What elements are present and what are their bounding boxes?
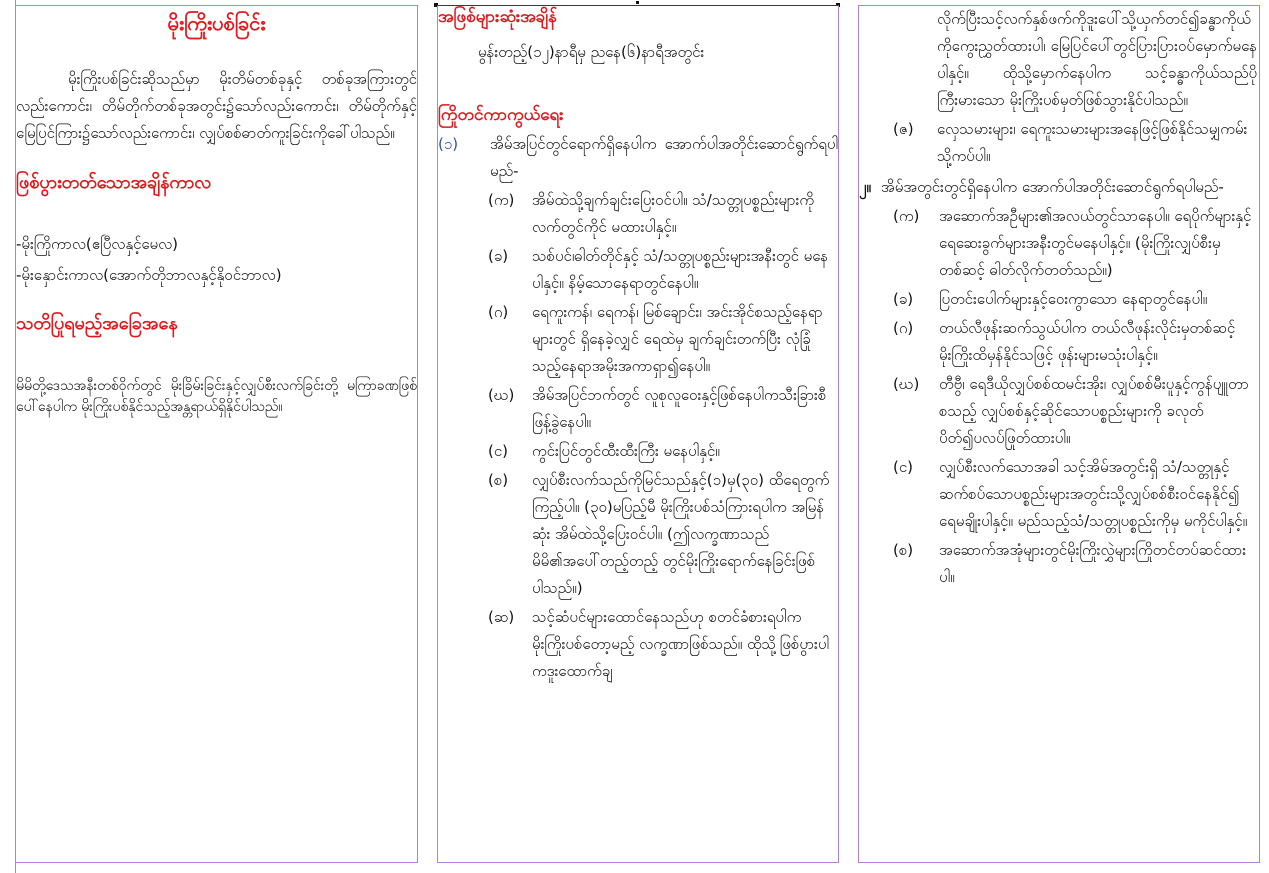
period-item-1: -မိုးကြိုကာလ(ဧပြီလနှင့်မေလ) [16,235,179,253]
text-frame-column-3[interactable] [858,5,1260,863]
item-marker: (ဂ) [488,303,509,321]
item-text: အိမ်ထဲသို့ချက်ချင်းပြေးဝင်ပါ။ သံ/သတ္တုပစ္စည်းများကို လက်တွင်ကိုင် မထားပါနှင့်။ [532,191,815,236]
item-text: လှေသမားများ၊ ရေကူးသမားများအနေဖြင့်ဖြစ်နိုင်သမျှကမ်းသို့ကပ်ပါ။ [937,120,1248,165]
item-marker: (င) [893,458,914,476]
list-item [488,187,832,241]
continued-paragraph: လိုက်ပြီးသင့်လက်နှစ်ဖက်ကိုဒူးပေါ်သို့ယှက်တင်၍ခန္ဓာကိုယ်ကိုကွေးညွှတ်ထားပါ၊ မြေပြင်ပေါ်တွင်ပြားပြားဝပ်မှောက်မနေပါနှင့်။ ထိုသို့မှောက်နေပါက သင့်ခန္ဓာကိုယ်သည်ပိုကြီးမားသော မိုးကြိုးပစ်မှတ်ဖြစ်သွားနိုင်ပါသည်။ [937,10,1257,109]
item-text: လျှပ်စီးလက်သည်ကိုမြင်သည်နှင့်(၁)မှ(၃၀) ထိရေတွက်ကြည့်ပါ။ (၃၀)မပြည့်မီ မိုးကြိုးပစ်သံကြားရပါက အမြန်ဆုံး အိမ်ထဲသို့ပြေးဝင်ပါ။ (ဤလက္ခဏာသည် မိမိ၏အပေါ်တည့်တည့် တွင်မိုးကြိုးရောက်နေခြင်းဖြစ်ပါသည်။) [532,471,830,597]
item-text: အိမ်အတွင်းတွင်ရှိနေပါက အောက်ပါအတိုင်းဆောင်ရွက်ရပါမည်- [881,178,1224,196]
list-item [488,438,832,465]
item-marker: (ခ) [488,247,509,265]
item-text: သစ်ပင်၊ဓါတ်တိုင်နှင့် သံ/သတ္တုပစ္စည်းများအနီးတွင် မနေပါနှင့်။ နိမ့်သောနေရာတွင်နေပါ။ [532,247,829,292]
item-text: ကွင်းပြင်တွင်ထီးထီးကြီး မနေပါနှင့်။ [532,442,720,460]
item-marker: ၂။ [859,178,871,196]
sub-list [438,187,838,685]
list-item [893,203,1257,284]
item-marker: (၁) [438,135,459,153]
item-text: ရေကူးကန်၊ ရေကန်၊ မြစ်ချောင်း၊ အင်းအိုင်စသည့်နေရာများတွင် ရှိနေခဲ့လျှင် ရေထဲမှ ချက်ချင်းတက်ပြီး လုံခြုံသည့်နေရာအမိုးအကာရှာ၍နေပါ။ [532,303,823,375]
item-marker: (ခ) [893,290,914,308]
list-item [893,537,1257,591]
peak-time-heading: အဖြစ်များဆုံးအချိန် [438,7,557,27]
item-marker: (ဆ) [488,608,515,626]
period-heading: ဖြစ်ပွားတတ်သောအချိန်ကာလ [16,172,212,193]
selection-handle[interactable] [636,1,639,4]
item-marker: (ဂ) [893,319,914,337]
item-marker: (ဇ) [893,120,914,138]
item-marker: (င) [488,442,509,460]
item-marker: (က) [893,207,920,225]
item-text: တီဗွီ၊ ရေဒီယိုလျှပ်စစ်ထမင်းအိုး၊ လျှပ်စစ်မီးပူနှင့်ကွန်ပျူတာစသည့် လျှပ်စစ်နှင့်ဆိုင်သောပစ္စည်းများကို ခလုတ်ပိတ်၍ပလပ်ဖြုတ်ထားပါ။ [939,375,1249,447]
peak-time-text: မွန်းတည့်(၁၂)နာရီမှ ညနေ(၆)နာရီအတွင်း [478,43,705,61]
list-item [488,382,832,436]
text-frame-column-1[interactable] [15,5,418,863]
period-item-2: -မိုးနှောင်းကာလ(အောက်တိုဘာလနှင့်နိုဝင်ဘာလ) [16,266,282,284]
list-item [893,454,1257,535]
item-marker: (က) [488,191,515,209]
awareness-heading: သတိပြုရမည့်အခြေအနေ [16,313,178,334]
list-item [488,299,832,380]
list-item [893,286,1257,313]
text-frame-column-2[interactable] [437,5,839,863]
item-text: အဆောက်အဦများ၏အလယ်တွင်သာနေပါ။ ရေပိုက်များနှင့် ရေဆေးခွက်များအနီးတွင်မနေပါနှင့်။ (မိုးကြိုးလျှပ်စီးမှတစ်ဆင့် ဓါတ်လိုက်တတ်သည်။) [939,207,1252,279]
item-text: တယ်လီဖုန်းဆက်သွယ်ပါက တယ်လီဖုန်းလိုင်းမှတစ်ဆင့် မိုးကြိုးထိမှန်နိုင်သဖြင့် ဖုန်းများမသုံးပါနှင့်။ [939,319,1236,364]
list-item [893,371,1257,452]
item-text: အိမ်အပြင်ဘက်တွင် လူစုလူဝေးနှင့်ဖြစ်နေပါကသီးခြားစီဖြန့်ခွဲနေပါ။ [532,386,827,431]
sub-list [859,203,1259,591]
item-marker: (ဃ) [893,375,920,393]
list-item [488,604,832,685]
list-item [488,467,832,602]
intro-paragraph: မိုးကြိုးပစ်ခြင်းဆိုသည်မှာ မိုးတိမ်တစ်ခုနှင့် တစ်ခုအကြားတွင်လည်းကောင်း၊ တိမ်တိုက်တစ်ခုအတွင်း၌သော်လည်းကောင်း၊ တိမ်တိုက်နှင့် မြေပြင်ကြား၌သော်လည်းကောင်း၊ လျှပ်စစ်ဓာတ်ကူးခြင်းကိုခေါ်ပါသည်။ [16,70,417,142]
prevention-heading: ကြိုတင်ကာကွယ်ရေး [438,105,564,125]
list-item [859,116,1259,170]
document-title: မိုးကြိုးပစ်ခြင်း [167,11,266,35]
list-item [893,315,1257,369]
item-marker: (ဃ) [488,386,515,404]
item-text: အိမ်အပြင်တွင်ရောက်ရှိနေပါက အောက်ပါအတိုင်းဆောင်ရွက်ရပါမည်- [490,135,838,180]
item-text: လျှပ်စီးလက်သောအခါ သင့်အိမ်အတွင်းရှိ သံ/သတ္တုနှင့်ဆက်စပ်သောပစ္စည်းများအတွင်းသို့လျှပ်စစ်စီးဝင်နေနိုင်၍ ရေမချိုးပါနှင့်။ မည်သည့်သံ/သတ္တုပစ္စည်းကိုမှ မကိုင်ပါနှင့်။ [939,458,1248,530]
item-marker: (စ) [488,471,509,489]
list-item [488,243,832,297]
list-item [438,131,838,185]
item-text: သင့်ဆံပင်များထောင်နေသည်ဟု စတင်ခံစားရပါက မိုးကြိုးပစ်တော့မည့် လက္ခဏာဖြစ်သည်။ ထိုသို့ဖြစ်ပွားပါကဒူးထောက်ချ [532,608,829,680]
item-marker: (စ) [893,541,914,559]
item-text: ပြတင်းပေါက်များနှင့်ဝေးကွာသော နေရာတွင်နေပါ။ [939,290,1208,308]
list-item [859,174,1259,201]
awareness-paragraph: မိမိတို့ဒေသအနီးတစ်ဝိုက်တွင် မိုးခြိမ်းခြင်းနှင့်လျှပ်စီးလက်ခြင်းတို့ မကြာခဏဖြစ်ပေါ်နေပါက မိုးကြိုးပစ်နိုင်သည့်အန္တရာယ်ရှိနိုင်ပါသည်။ [16,378,417,415]
item-text: အဆောက်အအုံများတွင်မိုးကြိုးလွှဲများကြိုတင်တပ်ဆင်ထားပါ။ [939,541,1247,586]
